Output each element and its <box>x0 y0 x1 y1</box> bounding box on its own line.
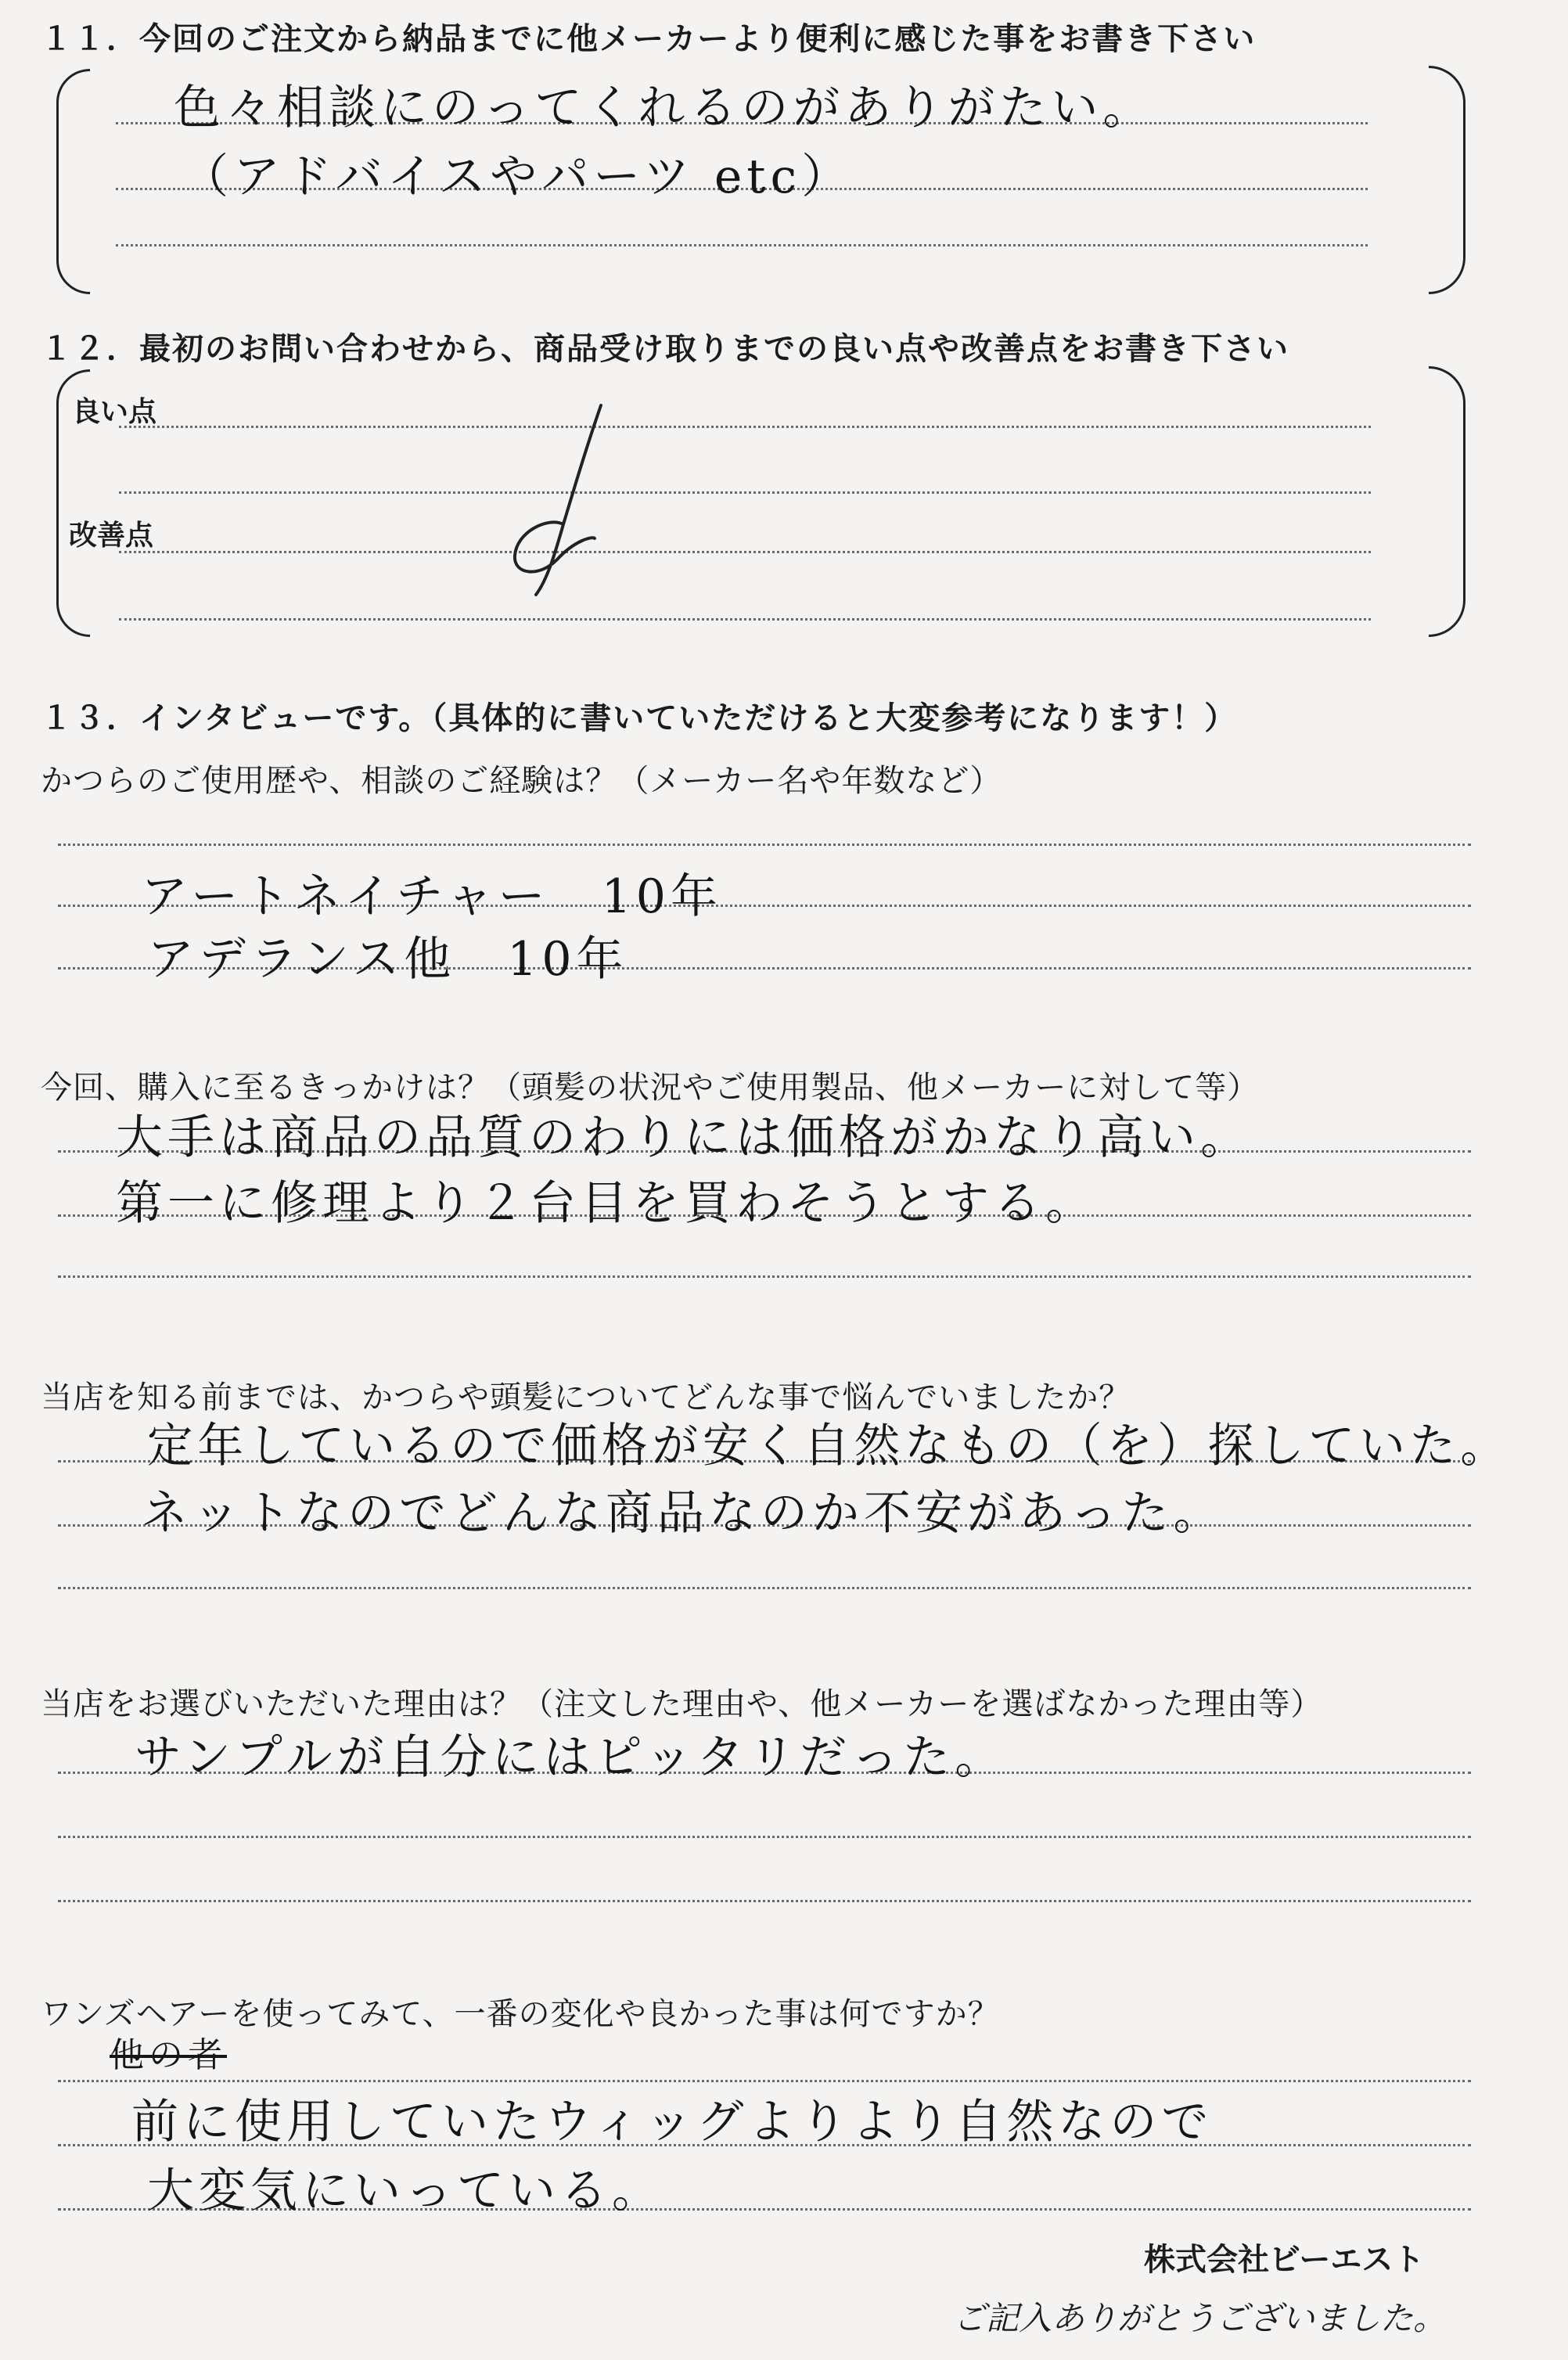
q13-worry-answer-line-1: 定年しているので価格が安く自然なもの（を）探していた。 <box>147 1419 1511 1473</box>
thanks-message: ご記入ありがとうございました。 <box>953 2299 1447 2337</box>
q12-bracket-right <box>1429 366 1466 637</box>
q12-good-label: 良い点 <box>72 396 157 428</box>
q13-change-question: ワンズヘアーを使ってみて、一番の変化や良かった事は何ですか？ <box>41 1996 1000 2032</box>
q13-change-rule-1 <box>58 2080 1471 2082</box>
q13-trigger-question: 今回、購入に至るきっかけは？（頭髪の状況やご使用製品、他メーカーに対して等） <box>41 1070 1260 1106</box>
q12-rule-1 <box>119 426 1371 428</box>
q11-answer-line-2: （アドバイスやパーツ etc） <box>182 149 854 204</box>
q12-title: １２．最初のお問い合わせから、商品受け取りまでの良い点や改善点をお書き下さい <box>41 331 1289 367</box>
q13-reason-rule-3 <box>58 1900 1471 1902</box>
q13-reason-answer-line-1: サンプルが自分にはピッタリだった。 <box>135 1730 1007 1785</box>
q12-rule-4 <box>119 618 1371 621</box>
q11-bracket-right <box>1429 66 1466 294</box>
q13-change-answer-line-1: 前に使用していたウィッグよりより自然なので <box>131 2095 1214 2150</box>
q13-title: １３．インタビューです。（具体的に書いていただけると大変参考になります！） <box>41 700 1238 736</box>
q13-worry-rule-3 <box>58 1587 1471 1589</box>
q13-history-question: かつらのご使用歴や、相談のご経験は？（メーカー名や年数など） <box>41 763 1002 799</box>
q13-trigger-answer-line-2: 第一に修理より２台目を買わそうとする。 <box>116 1176 1097 1231</box>
q13-history-rule-1 <box>58 844 1471 846</box>
q13-change-struck-text: 他の者 <box>110 2035 227 2075</box>
q13-reason-question: 当店をお選びいただいた理由は？（注文した理由や、他メーカーを選ばなかった理由等） <box>41 1686 1323 1722</box>
q13-history-answer-line-1: アートネイチャー 10年 <box>141 869 722 924</box>
q11-title: １１．今回のご注文から納品までに他メーカーより便利に感じた事をお書き下さい <box>41 21 1257 57</box>
q11-answer-line-1: 色々相談にのってくれるのがありがたい。 <box>174 81 1155 135</box>
q13-reason-rule-2 <box>58 1836 1471 1838</box>
q13-trigger-rule-3 <box>58 1275 1471 1278</box>
q13-worry-question: 当店を知る前までは、かつらや頭髪についてどんな事で悩んでいましたか？ <box>41 1380 1131 1416</box>
q11-bracket-left <box>56 69 90 294</box>
q11-rule-3 <box>116 244 1368 246</box>
q12-improve-label: 改善点 <box>69 520 154 552</box>
q12-rule-3 <box>119 551 1371 553</box>
q13-change-answer-line-2: 大変気にいっている。 <box>147 2164 664 2218</box>
q13-history-answer-line-2: アデランス他 10年 <box>147 932 628 987</box>
q13-worry-answer-line-2: ネットなのでどんな商品なのか不安があった。 <box>141 1486 1225 1541</box>
q12-handwritten-slash-mark <box>501 399 610 603</box>
q12-rule-2 <box>119 491 1371 494</box>
company-name: 株式会社ビーエスト <box>1144 2242 1425 2278</box>
q13-trigger-answer-line-1: 大手は商品の品質のわりには価格がかなり高い。 <box>116 1110 1252 1165</box>
